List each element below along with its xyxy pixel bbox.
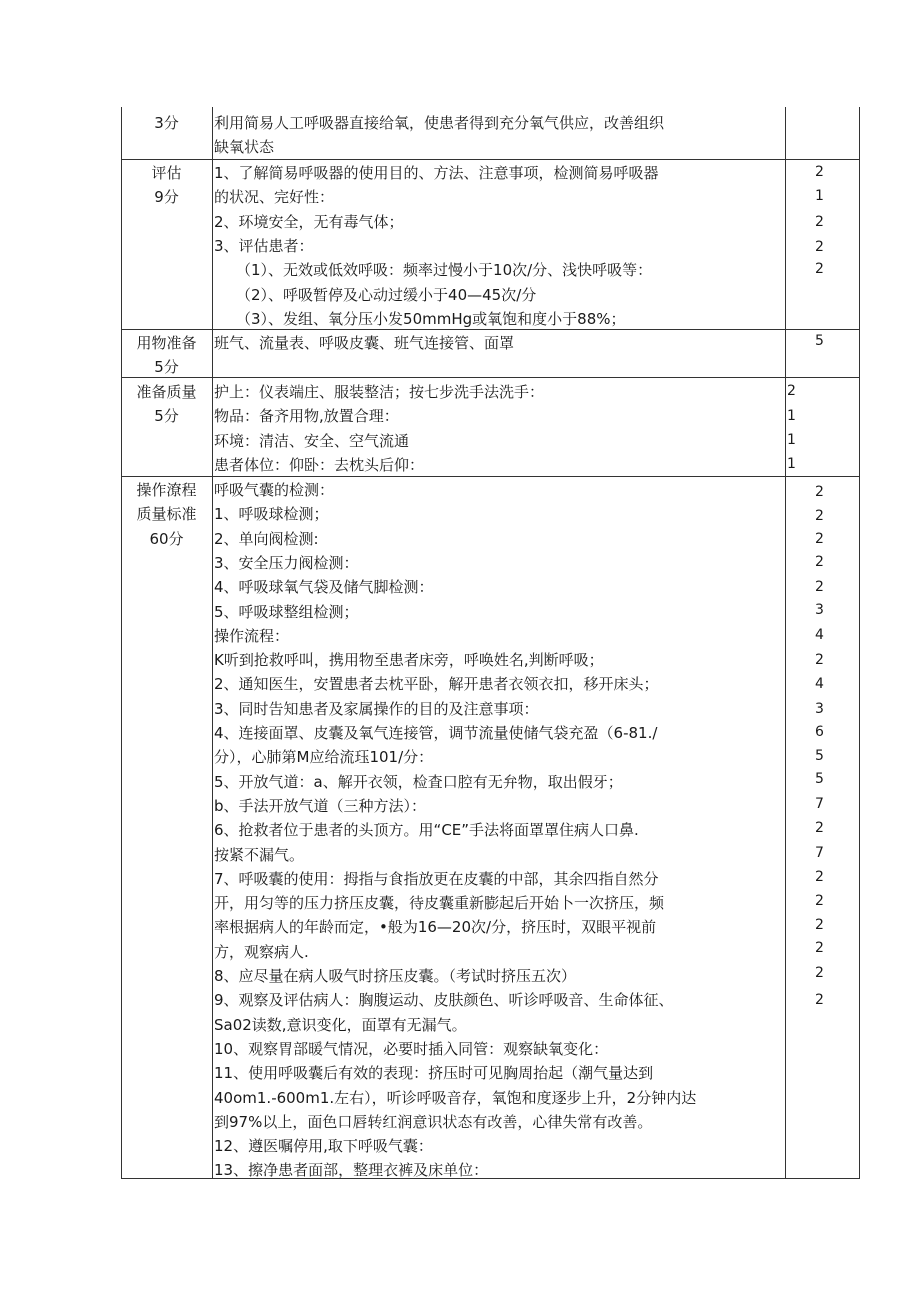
score-value: 1 bbox=[787, 432, 796, 448]
score-value: 5 bbox=[815, 333, 824, 349]
criteria-line: 患者体位：仰卧：去枕头后仰： bbox=[214, 455, 425, 474]
score-value: 2 bbox=[815, 820, 824, 836]
row-label-prep-quality: 5分 bbox=[154, 407, 179, 426]
score-value: 2 bbox=[815, 965, 824, 981]
criteria-line: 1、了解简易呼吸器的使用目的、方法、注意事项，检测简易呼吸器 bbox=[214, 164, 659, 182]
score-value: 4 bbox=[815, 627, 824, 643]
score-value: 5 bbox=[815, 771, 824, 787]
score-value: 2 bbox=[815, 917, 824, 933]
score-value: 2 bbox=[815, 239, 824, 255]
score-value: 2 bbox=[815, 869, 824, 885]
score-value: 2 bbox=[815, 531, 824, 547]
score-value: 5 bbox=[815, 748, 824, 764]
criteria-line: b、手法开放气道（三种方法）： bbox=[214, 796, 427, 815]
criteria-line: 12、遵医嘱停用,取下呼吸气囊： bbox=[214, 1137, 433, 1156]
score-value: 2 bbox=[815, 652, 824, 668]
criteria-line: 开，用匀等的压力挤压皮囊，待皮囊重新膨起后开始卜一次挤压，频 bbox=[214, 894, 665, 913]
row-label-supplies: 5分 bbox=[154, 358, 179, 377]
table-row-border bbox=[121, 377, 860, 378]
row-label-prep-quality: 准备质量 bbox=[136, 383, 197, 401]
criteria-line: 按紧不漏气。 bbox=[214, 845, 305, 864]
score-value: 2 bbox=[815, 579, 824, 595]
criteria-line: 9、观察及评估病人：胸腹运动、皮肤颜色、听诊呼吸音、生命体征、 bbox=[214, 991, 674, 1010]
criteria-line: 呼吸气囊的检测： bbox=[214, 481, 335, 499]
table-column-border bbox=[859, 107, 860, 1178]
criteria-line: K听到抢救呼叫，携用物至患者床旁，呼唤姓名,判断呼吸； bbox=[214, 651, 604, 670]
score-value: 2 bbox=[815, 164, 824, 180]
criteria-line: 4、连接面罩、皮囊及氧气连接管，调节流量使储气袋充盈（6-81./ bbox=[214, 724, 658, 742]
criteria-line: Sa02读数,意识变化，面罩有无漏气。 bbox=[214, 1015, 467, 1034]
score-value: 2 bbox=[815, 554, 824, 570]
criteria-line: 到97%以上，面色口唇转红润意识状态有改善，心律失常有改善。 bbox=[214, 1112, 653, 1131]
criteria-line: 11、使用呼吸囊后有效的表现：挤压时可见胸周抬起（潮气量达到 bbox=[214, 1064, 654, 1083]
criteria-line: 环境：清洁、安全、空气流通 bbox=[214, 431, 410, 450]
criteria-line: （1）、无效或低效呼吸：频率过慢小于10次/分、浅快呼吸等： bbox=[236, 261, 653, 280]
criteria-line: 方，观察病人. bbox=[214, 942, 309, 961]
criteria-line: 13、擦净患者面部，整理衣裤及床单位： bbox=[214, 1161, 489, 1180]
table-column-border bbox=[212, 107, 213, 1178]
criteria-line: 6、抢救者位于患者的头顶方。用“CE”手法将面罩罩住病人口鼻. bbox=[214, 821, 639, 840]
score-value: 3 bbox=[815, 701, 824, 717]
criteria-line: 率根据病人的年龄而定，•般为16—20次/分，挤压时，双眼平视前 bbox=[214, 918, 657, 937]
row-label-purpose: 3分 bbox=[154, 114, 179, 132]
score-value: 2 bbox=[815, 893, 824, 909]
score-value: 1 bbox=[815, 188, 824, 204]
criteria-line: （2）、呼吸暂停及心动过缓小于40—45次/分 bbox=[236, 285, 537, 304]
score-value: 7 bbox=[815, 845, 824, 861]
criteria-line: 1、呼吸球检测； bbox=[214, 505, 329, 524]
criteria-line: 3、安全压力阀检测： bbox=[214, 553, 359, 572]
criteria-line: 8、应尽量在病人吸气时挤压皮囊。（考试时挤压五次） bbox=[214, 967, 577, 985]
criteria-line: 2、环境安全，无有毒气体； bbox=[214, 212, 404, 231]
score-value: 1 bbox=[787, 408, 796, 424]
row-label-operation: 操作潦程 bbox=[136, 481, 197, 499]
score-value: 2 bbox=[815, 992, 824, 1008]
row-label-assessment: 评估 bbox=[151, 164, 182, 182]
criteria-line: （3）、发组、氧分压小发50mmHg或氧饱和度小于88%； bbox=[236, 309, 626, 328]
criteria-line: 缺氧状态 bbox=[214, 138, 275, 157]
row-label-operation: 60分 bbox=[149, 529, 184, 548]
score-value: 3 bbox=[815, 602, 824, 618]
row-label-operation: 质量标准 bbox=[136, 505, 197, 524]
score-value: 2 bbox=[815, 214, 824, 230]
score-value: 2 bbox=[815, 484, 824, 500]
criteria-line: 分），心肺第M应给流珏101/分： bbox=[214, 748, 434, 767]
criteria-line: 4、呼吸球氧气袋及储气脚检测： bbox=[214, 578, 434, 597]
score-value: 2 bbox=[815, 261, 824, 277]
score-value: 6 bbox=[815, 724, 824, 740]
row-label-assessment: 9分 bbox=[154, 188, 179, 207]
criteria-line: 5、呼吸球整组检测； bbox=[214, 602, 359, 621]
score-value: 7 bbox=[815, 796, 824, 812]
score-value: 4 bbox=[815, 676, 824, 692]
criteria-line: 5、开放气道：a、解开衣领，检査口腔有无弁物，取出假牙； bbox=[214, 772, 623, 791]
criteria-line: 40om1.-600m1.左右），听诊呼吸音存，氧饱和度逐步上升，2分钟内达 bbox=[214, 1088, 697, 1107]
criteria-line: 班气、流量表、呼吸皮囊、班气连接管、面罩 bbox=[214, 334, 515, 352]
score-value: 1 bbox=[787, 456, 796, 472]
table-column-border bbox=[785, 107, 786, 1178]
score-value: 2 bbox=[787, 383, 796, 399]
criteria-line: 操作流程： bbox=[214, 626, 290, 645]
criteria-line: 10、观察胃部暖气情况，必要时插入同管：观察缺氧变化： bbox=[214, 1039, 609, 1058]
criteria-line: 利用简易人工呼吸器直接给氧，使患者得到充分氧气供应，改善组织 bbox=[214, 114, 665, 132]
criteria-line: 3、同时告知患者及家属操作的目的及注意事项： bbox=[214, 699, 539, 718]
criteria-line: 2、单向阀检测: bbox=[214, 529, 319, 548]
criteria-line: 的状况、完好性： bbox=[214, 188, 335, 207]
criteria-line: 护上：仪表端庄、服装整洁；按七步洗手法洗手： bbox=[214, 383, 545, 401]
score-value: 2 bbox=[815, 940, 824, 956]
row-label-supplies: 用物准备 bbox=[136, 334, 197, 352]
criteria-line: 3、评估患者： bbox=[214, 236, 314, 255]
score-value: 2 bbox=[815, 508, 824, 524]
criteria-line: 物品：备齐用物,放置合理： bbox=[214, 407, 399, 426]
table-column-border bbox=[121, 107, 122, 1178]
criteria-line: 7、呼吸囊的使用：拇指与食指放更在皮囊的中部，其余四指自然分 bbox=[214, 869, 659, 888]
criteria-line: 2、通知医生，安置患者去枕平卧，解开患者衣领衣扣，移开床头； bbox=[214, 675, 659, 694]
